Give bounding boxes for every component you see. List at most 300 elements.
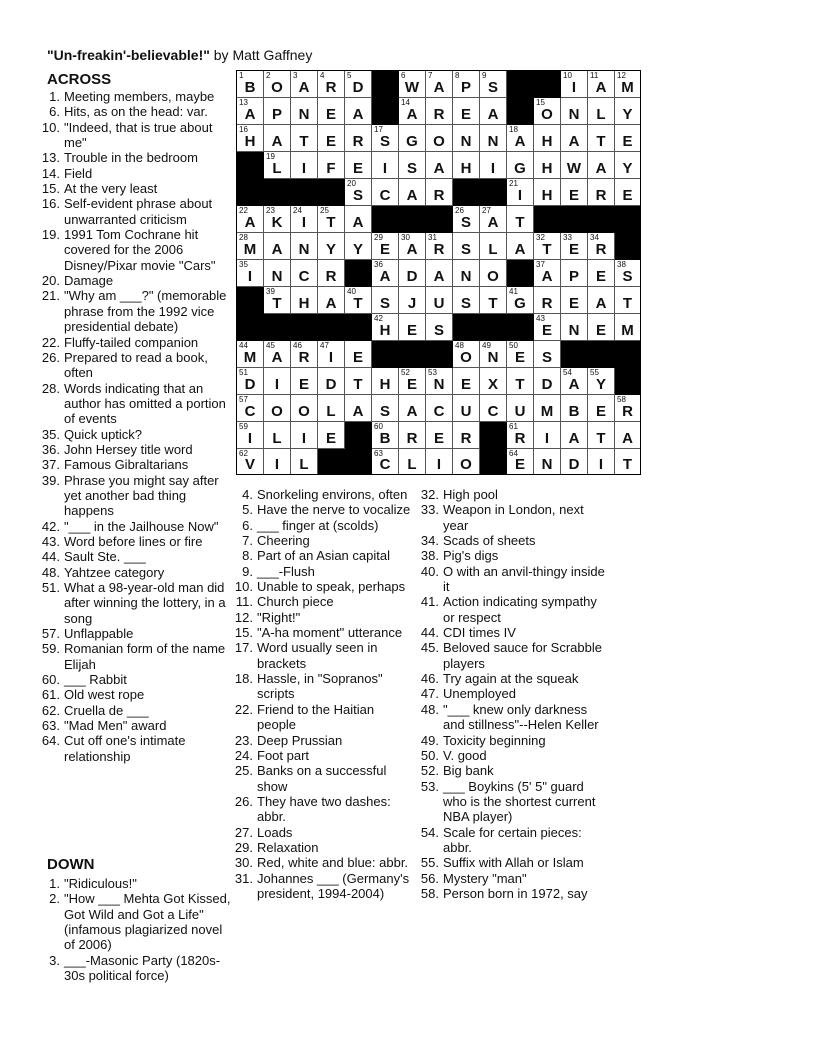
grid-cell[interactable] [507,179,534,206]
grid-cell[interactable] [561,179,588,206]
grid-cell[interactable] [399,233,426,260]
cell-number: 50 [509,341,518,350]
clue-number: 15. [41,181,60,197]
clue-item[interactable] [231,794,411,825]
grid-cell[interactable] [237,260,264,287]
grid-cell[interactable] [561,422,588,449]
grid-cell[interactable] [399,449,426,474]
cell-letter: P [271,106,282,123]
grid-cell[interactable] [345,71,372,98]
grid-cell[interactable] [588,449,615,474]
grid-cell[interactable] [345,287,372,314]
clue-item[interactable] [38,876,236,891]
grid-cell[interactable] [615,152,640,179]
clue-item[interactable] [231,840,411,855]
grid-cell[interactable] [345,233,372,260]
grid-cell[interactable] [480,395,507,422]
grid-cell[interactable] [426,422,453,449]
grid-cell[interactable] [318,233,345,260]
grid-cell[interactable] [615,98,640,125]
grid-cell[interactable] [264,341,291,368]
grid-cell[interactable] [534,152,561,179]
clue-item[interactable] [38,473,236,519]
clue-item[interactable] [38,227,236,273]
cell-letter: E [298,376,309,393]
grid-cell[interactable] [588,395,615,422]
grid-cell[interactable] [615,260,640,287]
clue-item[interactable] [38,104,236,119]
grid-cell[interactable] [426,71,453,98]
clue-number: 28. [41,380,60,396]
cell-letter: H [298,295,310,312]
grid-cell[interactable] [399,98,426,125]
clue-text: Action indicating sympathy or respect [443,594,597,625]
grid-cell[interactable] [561,152,588,179]
grid-cell[interactable] [345,206,372,233]
clue-item[interactable] [417,733,607,748]
grid-cell[interactable] [318,98,345,125]
grid-cell[interactable] [318,395,345,422]
grid-cell[interactable] [615,422,640,449]
grid-cell[interactable] [561,314,588,341]
grid-cell[interactable] [426,260,453,287]
grid-cell[interactable] [345,152,372,179]
grid-cell[interactable] [507,152,534,179]
clue-item[interactable] [231,640,411,671]
grid-cell[interactable] [291,368,318,395]
grid-cell[interactable] [399,395,426,422]
grid-block [615,341,640,368]
cell-letter: O [271,403,283,420]
clue-text: Beloved sauce for Scrabble players [443,640,602,671]
clue-item[interactable] [231,671,411,702]
clue-item[interactable] [38,350,236,381]
clue-item[interactable] [38,519,236,534]
grid-cell[interactable] [588,287,615,314]
grid-cell[interactable] [426,125,453,152]
grid-cell[interactable] [291,98,318,125]
grid-cell[interactable] [372,233,399,260]
clue-item[interactable] [417,533,607,548]
grid-cell[interactable] [615,179,640,206]
clue-item[interactable] [38,703,236,718]
grid-cell[interactable] [561,260,588,287]
grid-cell[interactable] [264,152,291,179]
grid-cell[interactable] [534,341,561,368]
clue-item[interactable] [417,640,607,671]
grid-cell[interactable] [480,206,507,233]
grid-cell[interactable] [372,422,399,449]
grid-cell[interactable] [588,125,615,152]
grid-cell[interactable] [507,125,534,152]
grid-cell[interactable] [264,287,291,314]
cell-letter: E [595,268,606,285]
clue-item[interactable] [417,855,607,870]
grid-cell[interactable] [534,422,561,449]
clue-item[interactable] [231,825,411,840]
clue-item[interactable] [417,548,607,563]
cell-letter: A [271,133,283,150]
clue-item[interactable] [231,579,411,594]
cell-number: 5 [347,71,352,80]
clue-number: 2. [49,891,60,907]
grid-cell[interactable] [453,395,480,422]
cell-letter: C [244,403,256,420]
grid-cell[interactable] [237,341,264,368]
grid-cell[interactable] [345,98,372,125]
grid-cell[interactable] [588,152,615,179]
clue-item[interactable] [38,273,236,288]
grid-cell[interactable] [480,152,507,179]
grid-cell[interactable] [561,71,588,98]
grid-cell[interactable] [399,314,426,341]
clue-number: 1. [49,89,60,104]
grid-cell[interactable] [291,287,318,314]
across-heading: ACROSS [47,71,112,88]
grid-cell[interactable] [291,233,318,260]
grid-cell[interactable] [291,152,318,179]
grid-cell[interactable] [453,341,480,368]
clue-item[interactable] [231,871,411,902]
grid-cell[interactable] [291,395,318,422]
grid-cell[interactable] [615,287,640,314]
clue-item[interactable] [231,564,411,579]
grid-cell[interactable] [372,287,399,314]
clue-item[interactable] [231,763,411,794]
grid-cell[interactable] [345,395,372,422]
grid-cell[interactable] [453,98,480,125]
clue-item[interactable] [231,487,411,502]
grid-cell[interactable] [534,98,561,125]
grid-cell[interactable] [426,314,453,341]
grid-cell[interactable] [453,449,480,474]
grid-cell[interactable] [534,233,561,260]
grid-cell[interactable] [372,395,399,422]
grid-cell[interactable] [453,233,480,260]
grid-cell[interactable] [588,314,615,341]
grid-cell[interactable] [264,395,291,422]
grid-cell[interactable] [318,71,345,98]
grid-cell[interactable] [561,368,588,395]
grid-cell[interactable] [588,233,615,260]
grid-block [426,206,453,233]
grid-cell[interactable] [507,287,534,314]
cell-letter: T [622,295,633,312]
clue-item[interactable] [38,672,236,687]
grid-cell[interactable] [237,125,264,152]
grid-cell[interactable] [534,287,561,314]
grid-cell[interactable] [480,287,507,314]
grid-cell[interactable] [588,71,615,98]
clue-number: 48. [41,564,60,580]
grid-cell[interactable] [507,395,534,422]
clue-item[interactable] [38,288,236,334]
grid-cell[interactable] [264,422,291,449]
cell-letter: D [244,376,256,393]
cell-letter: E [406,376,417,393]
clue-item[interactable] [417,748,607,763]
clue-item[interactable] [38,166,236,181]
grid-cell[interactable] [453,71,480,98]
clue-item[interactable] [417,487,607,502]
grid-cell[interactable] [291,449,318,474]
clue-item[interactable] [38,442,236,457]
clue-text: Cheering [257,533,310,549]
clue-item[interactable] [38,381,236,427]
grid-cell[interactable] [399,422,426,449]
clue-number: 19. [41,227,60,243]
clue-item[interactable] [38,534,236,549]
clue-item[interactable] [417,594,607,625]
grid-cell[interactable] [372,125,399,152]
grid-cell[interactable] [534,368,561,395]
clue-item[interactable] [38,891,236,952]
grid-cell[interactable] [588,368,615,395]
cell-letter: A [595,79,607,96]
grid-cell[interactable] [615,125,640,152]
grid-cell[interactable] [453,125,480,152]
clue-item[interactable] [417,625,607,640]
grid-cell[interactable] [291,125,318,152]
grid-cell[interactable] [399,287,426,314]
clue-item[interactable] [417,825,607,856]
grid-cell[interactable] [480,125,507,152]
grid-cell[interactable] [237,71,264,98]
grid-cell[interactable] [615,449,640,474]
grid-cell[interactable] [561,287,588,314]
grid-cell[interactable] [561,98,588,125]
grid-cell[interactable] [291,341,318,368]
clue-text: Banks on a successful show [257,763,387,794]
clue-item[interactable] [38,687,236,702]
grid-cell[interactable] [318,422,345,449]
grid-cell[interactable] [453,206,480,233]
clue-item[interactable] [38,150,236,165]
grid-cell[interactable] [345,125,372,152]
grid-cell[interactable] [399,152,426,179]
grid-cell[interactable] [426,233,453,260]
clue-item[interactable] [38,120,236,151]
grid-cell[interactable] [588,260,615,287]
clue-item[interactable] [417,564,607,595]
grid-cell[interactable] [345,179,372,206]
grid-cell[interactable] [615,71,640,98]
clue-item[interactable] [38,626,236,641]
grid-cell[interactable] [426,287,453,314]
cell-letter: E [514,349,525,366]
cell-number: 7 [428,71,433,80]
grid-cell[interactable] [264,449,291,474]
grid-cell[interactable] [372,314,399,341]
grid-cell[interactable] [453,260,480,287]
clue-item[interactable] [38,641,236,672]
clue-item[interactable] [231,533,411,548]
clue-item[interactable] [231,610,411,625]
clue-item[interactable] [38,718,236,733]
grid-cell[interactable] [615,395,640,422]
grid-cell[interactable] [318,125,345,152]
grid-cell[interactable] [615,314,640,341]
clue-number: 56. [420,870,439,886]
grid-cell[interactable] [507,449,534,474]
grid-cell[interactable] [345,341,372,368]
grid-cell[interactable] [291,206,318,233]
clue-item[interactable] [38,181,236,196]
clue-item[interactable] [38,549,236,564]
clue-item[interactable] [417,871,607,886]
clue-item[interactable] [38,733,236,764]
clue-text: Unable to speak, perhaps [257,579,406,595]
grid-cell[interactable] [237,422,264,449]
cell-letter: A [487,106,499,123]
grid-cell[interactable] [372,260,399,287]
cell-number: 12 [617,71,626,80]
grid-cell[interactable] [507,206,534,233]
grid-cell[interactable] [291,260,318,287]
clue-item[interactable] [231,855,411,870]
grid-cell[interactable] [318,368,345,395]
grid-cell[interactable] [588,98,615,125]
grid-cell[interactable] [588,422,615,449]
clue-text: At the very least [64,181,158,197]
grid-cell[interactable] [264,233,291,260]
grid-cell[interactable] [534,260,561,287]
grid-cell[interactable] [534,449,561,474]
clue-item[interactable] [417,686,607,701]
grid-cell[interactable] [480,368,507,395]
grid-cell[interactable] [426,368,453,395]
cell-letter: N [298,241,310,258]
grid-cell[interactable] [480,341,507,368]
grid-cell[interactable] [237,395,264,422]
clue-item[interactable] [38,335,236,350]
grid-cell[interactable] [399,71,426,98]
cell-letter: V [244,456,255,473]
grid-cell[interactable] [318,152,345,179]
clue-item[interactable] [231,518,411,533]
clue-text: Word before lines or fire [64,533,203,549]
clue-item[interactable] [38,565,236,580]
grid-cell[interactable] [264,71,291,98]
cell-number: 36 [374,260,383,269]
grid-cell[interactable] [534,314,561,341]
grid-cell[interactable] [372,449,399,474]
grid-block [561,341,588,368]
grid-cell[interactable] [426,152,453,179]
clue-number: 50. [420,747,439,763]
grid-cell[interactable] [264,98,291,125]
grid-cell[interactable] [264,206,291,233]
grid-cell[interactable] [318,260,345,287]
clue-item[interactable] [38,457,236,472]
grid-cell[interactable] [264,368,291,395]
grid-cell[interactable] [426,395,453,422]
grid-cell[interactable] [345,368,372,395]
grid-cell[interactable] [372,179,399,206]
grid-cell[interactable] [291,71,318,98]
grid-cell[interactable] [426,179,453,206]
grid-cell[interactable] [237,368,264,395]
grid-cell[interactable] [399,368,426,395]
clue-item[interactable] [417,763,607,778]
grid-cell[interactable] [399,179,426,206]
grid-cell[interactable] [507,422,534,449]
crossword-grid[interactable] [236,70,641,475]
grid-cell[interactable] [534,395,561,422]
clue-item[interactable] [38,953,236,984]
clue-text: Toxicity beginning [443,732,546,748]
grid-cell[interactable] [318,287,345,314]
grid-cell[interactable] [588,179,615,206]
grid-cell[interactable] [534,125,561,152]
grid-cell[interactable] [480,71,507,98]
clue-item[interactable] [417,779,607,825]
grid-cell[interactable] [534,179,561,206]
clue-item[interactable] [231,733,411,748]
grid-cell[interactable] [480,260,507,287]
clue-item[interactable] [38,196,236,227]
grid-cell[interactable] [561,449,588,474]
grid-cell[interactable] [561,125,588,152]
grid-cell[interactable] [264,260,291,287]
grid-cell[interactable] [318,341,345,368]
grid-cell[interactable] [561,233,588,260]
grid-cell[interactable] [453,287,480,314]
grid-cell[interactable] [318,206,345,233]
grid-cell[interactable] [237,233,264,260]
grid-cell[interactable] [237,206,264,233]
grid-cell[interactable] [453,368,480,395]
grid-cell[interactable] [453,152,480,179]
clue-item[interactable] [38,427,236,442]
clue-item[interactable] [231,702,411,733]
clue-item[interactable] [38,580,236,626]
grid-cell[interactable] [507,368,534,395]
grid-cell[interactable] [453,422,480,449]
clue-text: ___-Flush [257,563,315,579]
grid-cell[interactable] [561,395,588,422]
clue-item[interactable] [231,748,411,763]
grid-cell[interactable] [237,449,264,474]
grid-cell[interactable] [399,125,426,152]
grid-cell[interactable] [507,341,534,368]
clue-text: 1991 Tom Cochrane hit covered for the 2006 Disney/Pixar movie "Cars" [64,227,216,273]
grid-cell[interactable] [426,449,453,474]
clue-item[interactable] [231,625,411,640]
clue-item[interactable] [231,502,411,517]
clue-item[interactable] [417,502,607,533]
clue-text: Phrase you might say after yet another bad thing happens [64,472,219,519]
grid-cell[interactable] [480,233,507,260]
grid-cell[interactable] [507,233,534,260]
cell-letter: L [326,403,336,420]
clue-item[interactable] [417,886,607,901]
grid-cell[interactable] [426,98,453,125]
clue-item[interactable] [231,548,411,563]
clue-item[interactable] [417,702,607,733]
grid-cell[interactable] [237,98,264,125]
grid-cell[interactable] [372,152,399,179]
clue-item[interactable] [38,89,236,104]
clue-item[interactable] [231,594,411,609]
grid-cell[interactable] [399,260,426,287]
grid-cell[interactable] [264,125,291,152]
grid-cell[interactable] [291,422,318,449]
cell-letter: I [598,456,604,473]
grid-cell[interactable] [480,98,507,125]
grid-cell[interactable] [372,368,399,395]
clue-item[interactable] [417,671,607,686]
